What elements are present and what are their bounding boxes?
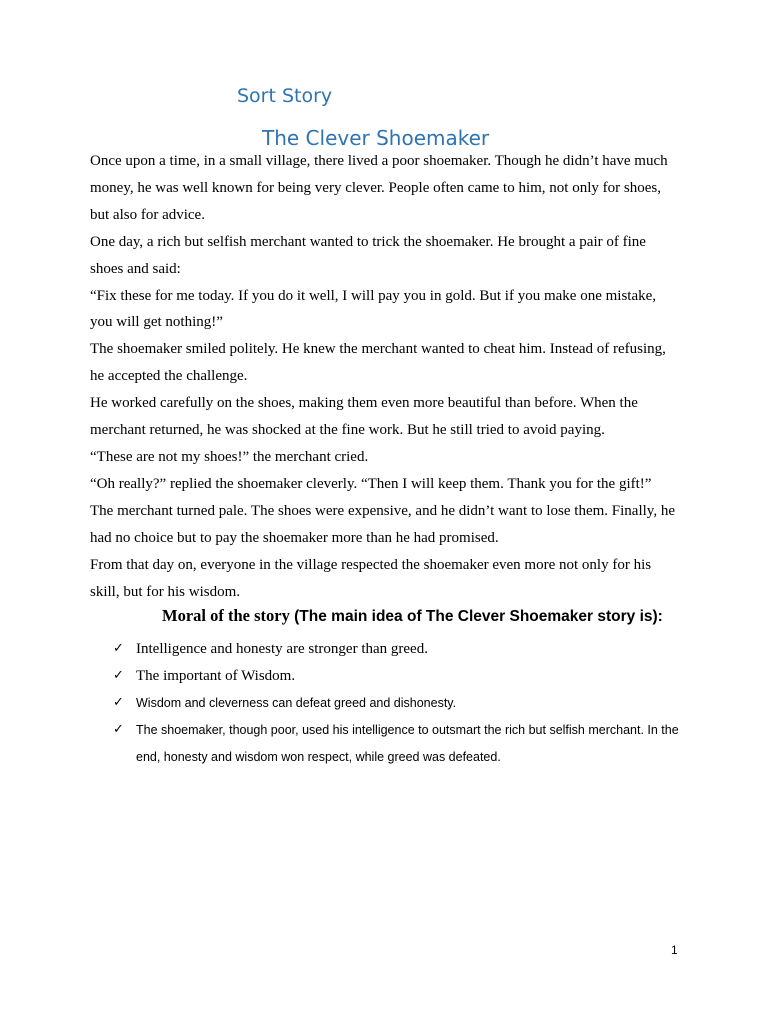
list-item [113, 717, 683, 771]
moral-item-text: Intelligence and honesty are stronger than greed. [136, 641, 428, 657]
story-paragraph: Once upon a time, in a small village, there lived a poor shoemaker. Though he didn’t have much money, he was well known for being very clever. People often came to him, not only for shoes, but also for advice. [90, 153, 668, 223]
moral-item-text: The shoemaker, though poor, used his intelligence to outsmart the rich but selfish merchant. In the end, honesty and wisdom won respect, while greed was defeated. [136, 722, 679, 764]
checkmark-icon: ✓ [113, 667, 124, 683]
story-paragraph: “Oh really?” replied the shoemaker cleverly. “Then I will keep them. Thank you for the gift!” [90, 475, 652, 492]
moral-heading [162, 606, 663, 626]
moral-list [113, 636, 683, 771]
moral-item-text: Wisdom and cleverness can defeat greed and dishonesty. [136, 695, 457, 710]
moral-heading-detail: (The main idea of The Clever Shoemaker story is): [289, 608, 663, 625]
story-body [90, 148, 680, 605]
story-paragraph: One day, a rich but selfish merchant wanted to trick the shoemaker. He brought a pair of fine shoes and said: [90, 233, 646, 277]
story-paragraph: The merchant turned pale. The shoes were expensive, and he didn’t want to lose them. Finally, he had no choice but to pay the shoemaker more than he had promised. [90, 502, 675, 546]
moral-item-text: The important of Wisdom. [136, 667, 296, 684]
list-item [113, 663, 683, 690]
moral-heading-main: Moral of the story [162, 606, 290, 625]
checkmark-icon: ✓ [113, 694, 124, 710]
checkmark-icon: ✓ [113, 721, 124, 737]
checkmark-icon: ✓ [113, 641, 124, 656]
document-heading: Sort Story [237, 85, 333, 107]
story-paragraph: From that day on, everyone in the village respected the shoemaker even more not only for his skill, but for his wisdom. [90, 556, 652, 600]
list-item [113, 636, 683, 663]
story-paragraph: “These are not my shoes!” the merchant cried. [90, 448, 369, 465]
story-paragraph: The shoemaker smiled politely. He knew the merchant wanted to cheat him. Instead of refusing, he accepted the challenge. [90, 341, 666, 385]
story-paragraph: “Fix these for me today. If you do it well, I will pay you in gold. But if you make one mistake, you will get nothing!” [90, 287, 657, 331]
story-paragraph: He worked carefully on the shoes, making them even more beautiful than before. When the merchant returned, he was shocked at the fine work. But he still tried to avoid paying. [90, 395, 638, 439]
story-title: The Clever Shoemaker [262, 126, 490, 150]
page-number: 1 [671, 943, 678, 957]
list-item [113, 690, 683, 717]
